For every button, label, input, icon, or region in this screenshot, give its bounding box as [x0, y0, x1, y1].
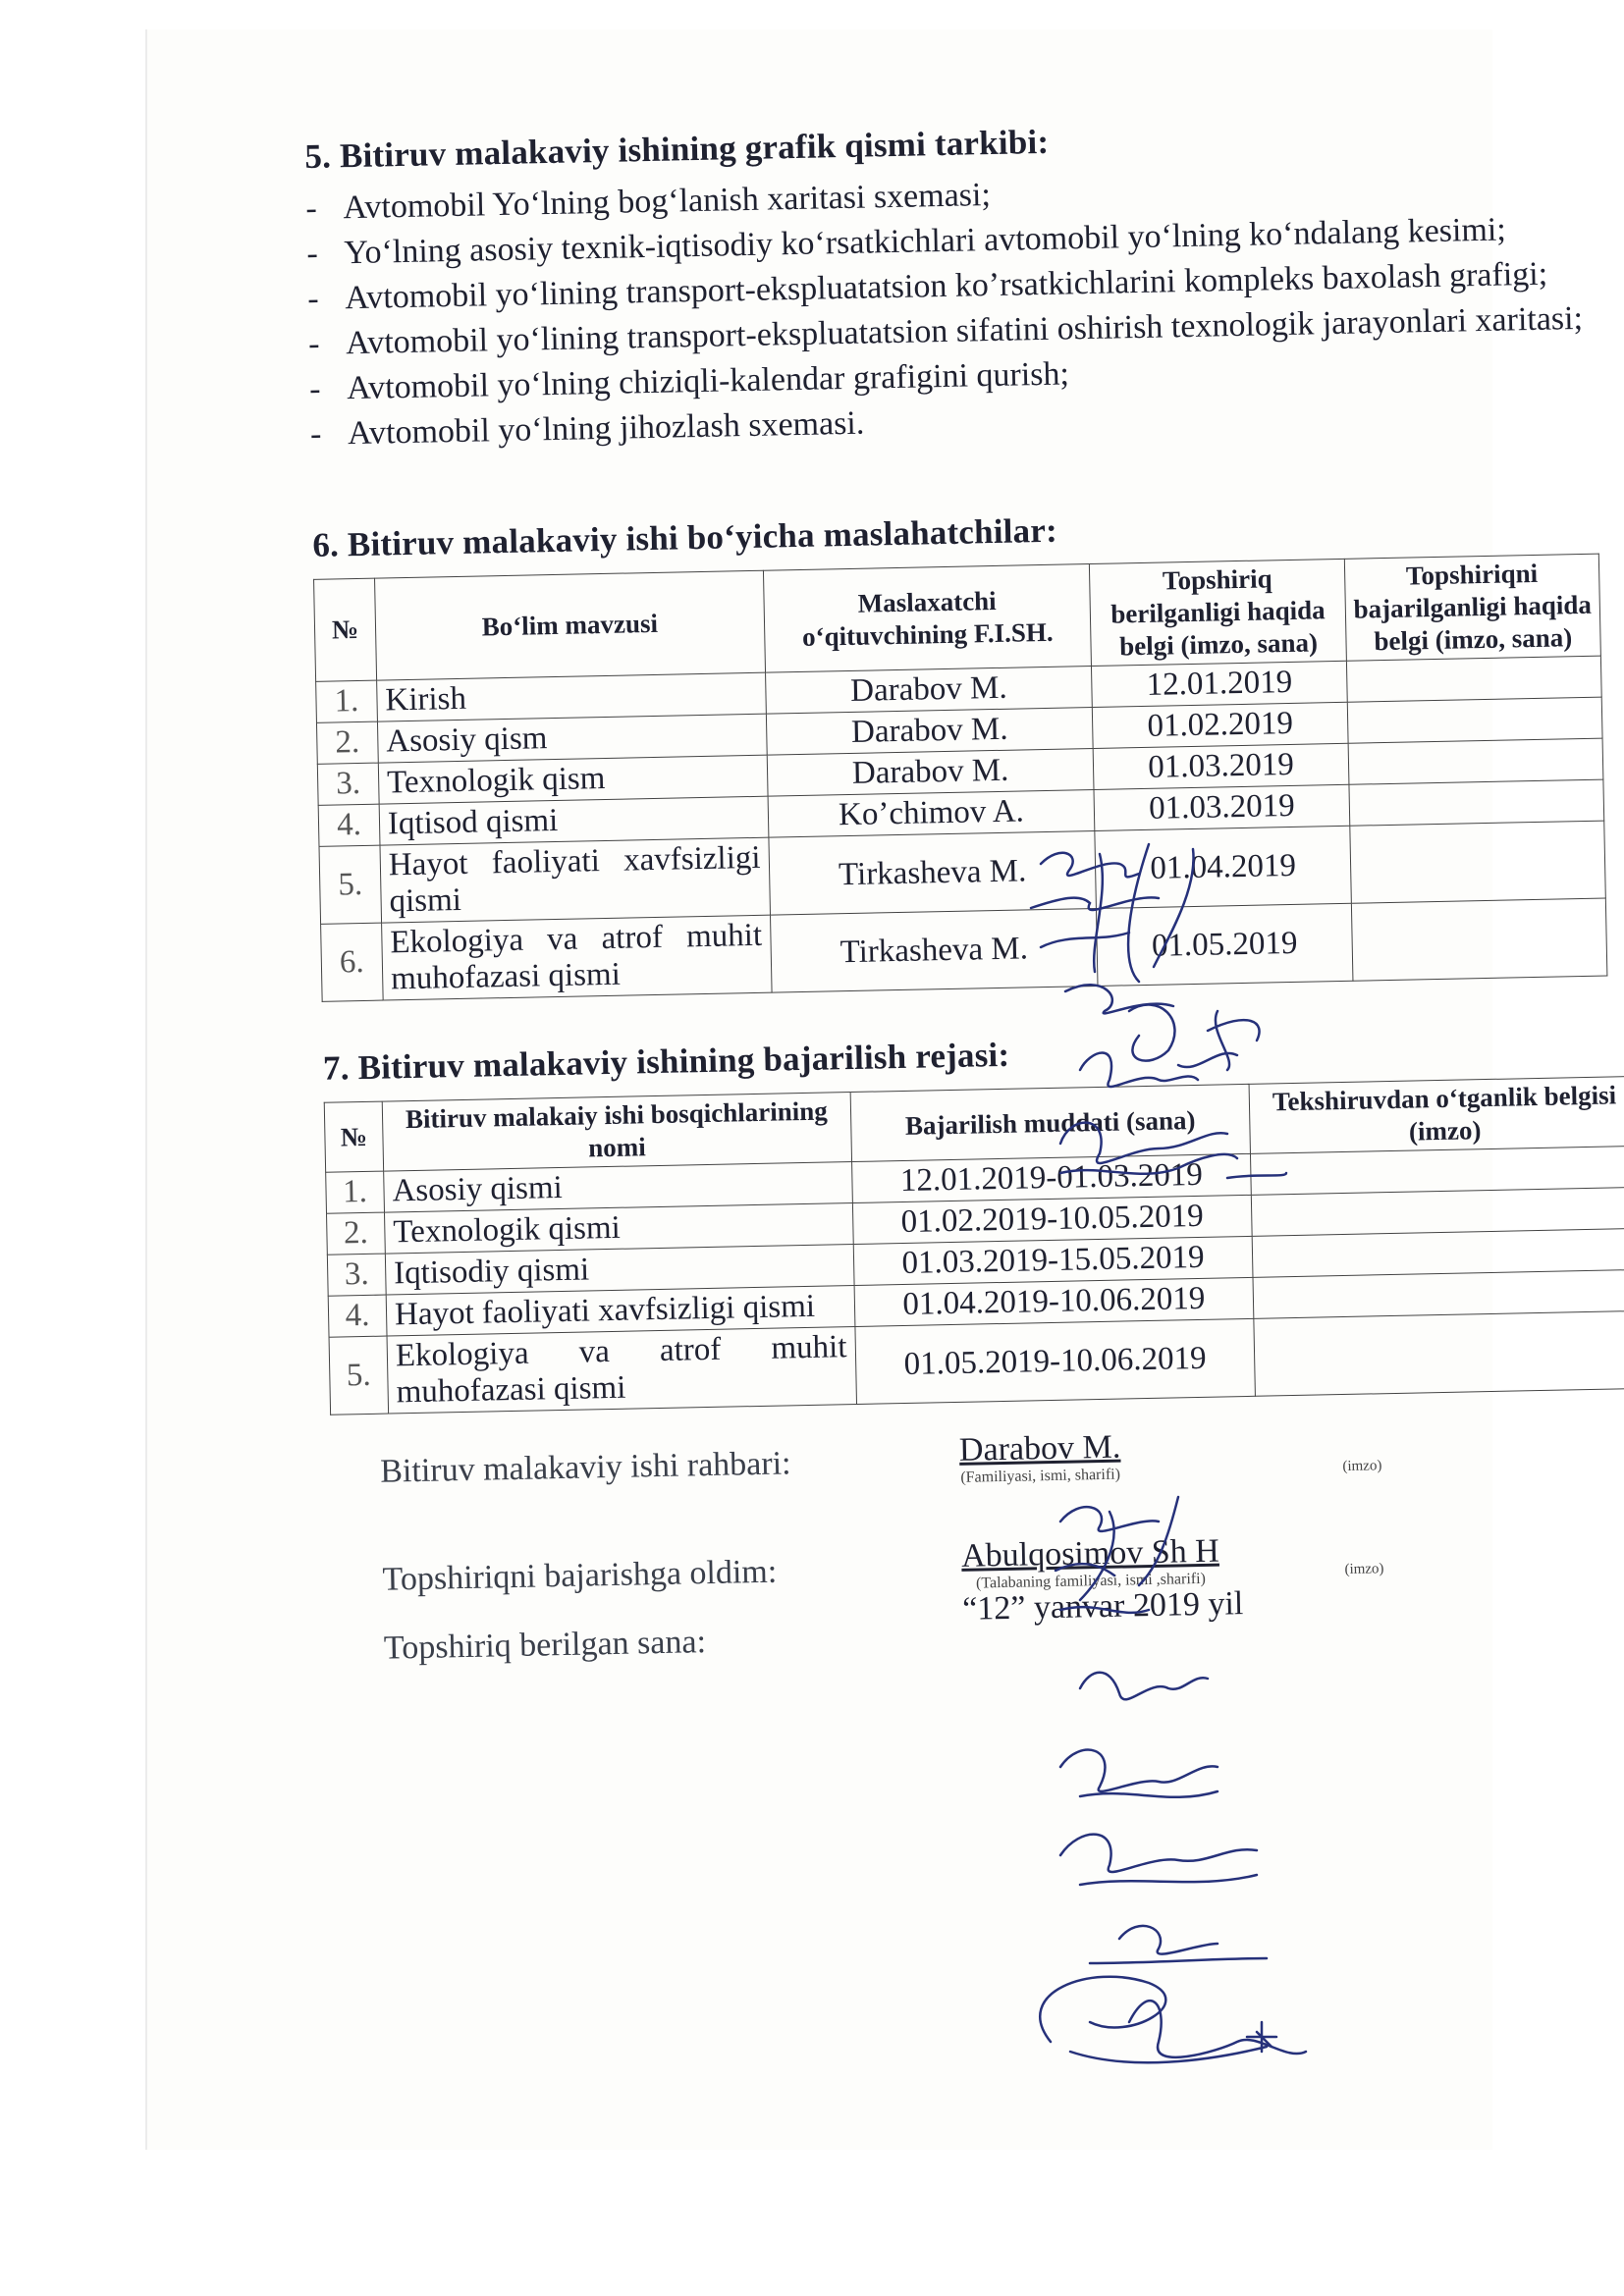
row-advisor: Tirkasheva M.: [770, 908, 1098, 992]
row-signature: [1346, 656, 1601, 702]
supervisor-sign-caption: (imzo): [1342, 1458, 1382, 1475]
row-advisor: Darabov M.: [766, 708, 1094, 756]
col-header-num: №: [324, 1101, 383, 1172]
row-advisor: Tirkasheva M.: [769, 830, 1097, 915]
list-item: - Avtomobil yo‘lining transport-ekspluatatsion sifatini oshirish texnologik jarayonlari xaritasi;: [308, 295, 1615, 367]
row-signature: [1252, 1187, 1624, 1236]
list-item: - Avtomobil yo‘lining transport-ekspluatatsion ko’rsatkichlarini kompleks baxolash grafigi;: [307, 250, 1614, 322]
row-num: 3.: [317, 763, 379, 805]
row-date: 12.01.2019: [1092, 661, 1347, 707]
row-num: 6.: [321, 923, 383, 1001]
row-deadline: 01.02.2019-10.05.2019: [852, 1195, 1252, 1244]
date-label: Topshiriq berilgan sana:: [383, 1624, 707, 1667]
section-5-list: [305, 160, 1616, 457]
plan-table: [324, 1076, 1624, 1415]
col-header-deadline: Bajarilish muddati (sana): [850, 1084, 1251, 1161]
row-stage: Texnologik qismi: [384, 1203, 852, 1255]
row-date: 01.03.2019: [1094, 743, 1349, 789]
col-header-num: №: [314, 578, 377, 681]
col-header-check: Tekshiruvdan o‘tganlik belgisi (imzo): [1249, 1076, 1624, 1153]
list-item: - Avtomobil yo‘lning jihozlash sxemasi.: [310, 386, 1617, 457]
row-deadline: 01.04.2019-10.06.2019: [854, 1277, 1254, 1326]
row-num: 1.: [326, 1171, 385, 1213]
row-topic: Hayot faoliyati xavfsizligi qismi: [380, 837, 770, 923]
row-signature: [1253, 1269, 1624, 1318]
row-stage: Ekologiya va atrof muhit muhofazasi qismi: [387, 1326, 856, 1414]
row-date: 01.05.2019: [1097, 903, 1353, 986]
row-num: 5.: [319, 845, 381, 924]
list-item: - Avtomobil Yo‘lning bog‘lanish xaritasi sxemasi;: [305, 160, 1612, 232]
row-date: 01.04.2019: [1095, 826, 1351, 908]
row-topic: Ekologiya va atrof muhit muhofazasi qismi: [381, 915, 771, 1000]
student-value: [961, 1533, 1220, 1593]
row-signature: [1251, 1146, 1624, 1195]
row-signature: [1349, 779, 1604, 826]
list-item: - Yo‘lning asosiy texnik-iqtisodiy ko‘rsatkichlari avtomobil yo‘lning ko‘ndalang kesimi;: [306, 205, 1613, 277]
supervisor-label: Bitiruv malakaviy ishi rahbari:: [379, 1445, 791, 1490]
student-sign-caption: (imzo): [1344, 1561, 1384, 1578]
row-stage: Asosiy qismi: [384, 1162, 852, 1213]
row-num: 1.: [316, 680, 378, 722]
supervisor-name: Darabov M.: [958, 1428, 1121, 1468]
signoff-block: [331, 1418, 1624, 1700]
row-deadline: 12.01.2019-01.03.2019: [851, 1153, 1251, 1202]
row-num: 2.: [316, 721, 378, 764]
supervisor-value: [959, 1429, 1121, 1487]
col-header-advisor: Maslaxatchi o‘qituvchining F.I.SH.: [763, 564, 1092, 673]
row-advisor: Darabov M.: [765, 667, 1093, 715]
advisors-table: [313, 554, 1607, 1002]
row-deadline: 01.03.2019-15.05.2019: [853, 1236, 1253, 1285]
row-topic: Texnologik qism: [378, 755, 767, 804]
accepted-row: [382, 1554, 777, 1599]
student-caption: (Talabaning familiyasi, ismi ,sharifi): [975, 1570, 1207, 1592]
row-signature: [1349, 821, 1605, 903]
col-header-done: Topshiriqni bajarilganligi haqida belgi (imzo, sana): [1344, 554, 1600, 661]
list-item: - Avtomobil yo‘lning chiziqli-kalendar grafigini qurish;: [309, 341, 1616, 412]
date-row: [384, 1624, 707, 1668]
scanned-page: [147, 29, 1617, 2150]
col-header-given: Topshiriq berilganligi haqida belgi (imzo, sana): [1090, 559, 1346, 666]
row-signature: [1252, 1228, 1624, 1277]
row-signature: [1347, 697, 1602, 743]
supervisor-row: [380, 1445, 791, 1490]
row-signature: [1254, 1310, 1624, 1396]
student-name: Abulqosimov Sh H: [960, 1532, 1220, 1575]
section-5-title: 5. Bitiruv malakaviy ishining grafik qismi tarkibi:: [304, 122, 1050, 176]
row-signature: [1348, 738, 1603, 784]
row-num: 5.: [329, 1336, 389, 1415]
col-header-topic: Bo‘lim mavzusi: [374, 570, 765, 680]
row-stage: Iqtisodiy qismi: [385, 1245, 853, 1296]
row-signature: [1351, 898, 1607, 981]
page-content: [304, 111, 1624, 1699]
row-stage: Hayot faoliyati xavfsizligi qismi: [386, 1286, 854, 1337]
row-num: 4.: [318, 804, 380, 846]
row-num: 4.: [328, 1295, 387, 1337]
row-advisor: Darabov M.: [767, 748, 1095, 796]
row-topic: Asosiy qism: [377, 714, 766, 763]
section-6-title: 6. Bitiruv malakaviy ishi bo‘yicha maslahatchilar:: [311, 510, 1058, 564]
row-topic: Kirish: [377, 672, 766, 721]
row-deadline: 01.05.2019-10.06.2019: [855, 1318, 1256, 1404]
accepted-label: Topshiriqni bajarishga oldim:: [382, 1553, 778, 1598]
section-7-title: 7. Bitiruv malakaviy ishining bajarilish rejasi:: [322, 1035, 1010, 1088]
row-topic: Iqtisod qismi: [379, 796, 768, 845]
row-date: 01.03.2019: [1094, 784, 1349, 830]
col-header-stage: Bitiruv malakaiy ishi bosqichlarining nomi: [382, 1093, 851, 1172]
row-num: 2.: [327, 1212, 386, 1255]
row-date: 01.02.2019: [1093, 702, 1348, 748]
supervisor-caption: (Familiyasi, ismi, sharifi): [960, 1466, 1121, 1486]
row-num: 3.: [327, 1254, 386, 1296]
row-advisor: Ko’chimov A.: [768, 789, 1096, 837]
date-value: “12” yanvar 2019 yil: [961, 1585, 1244, 1628]
